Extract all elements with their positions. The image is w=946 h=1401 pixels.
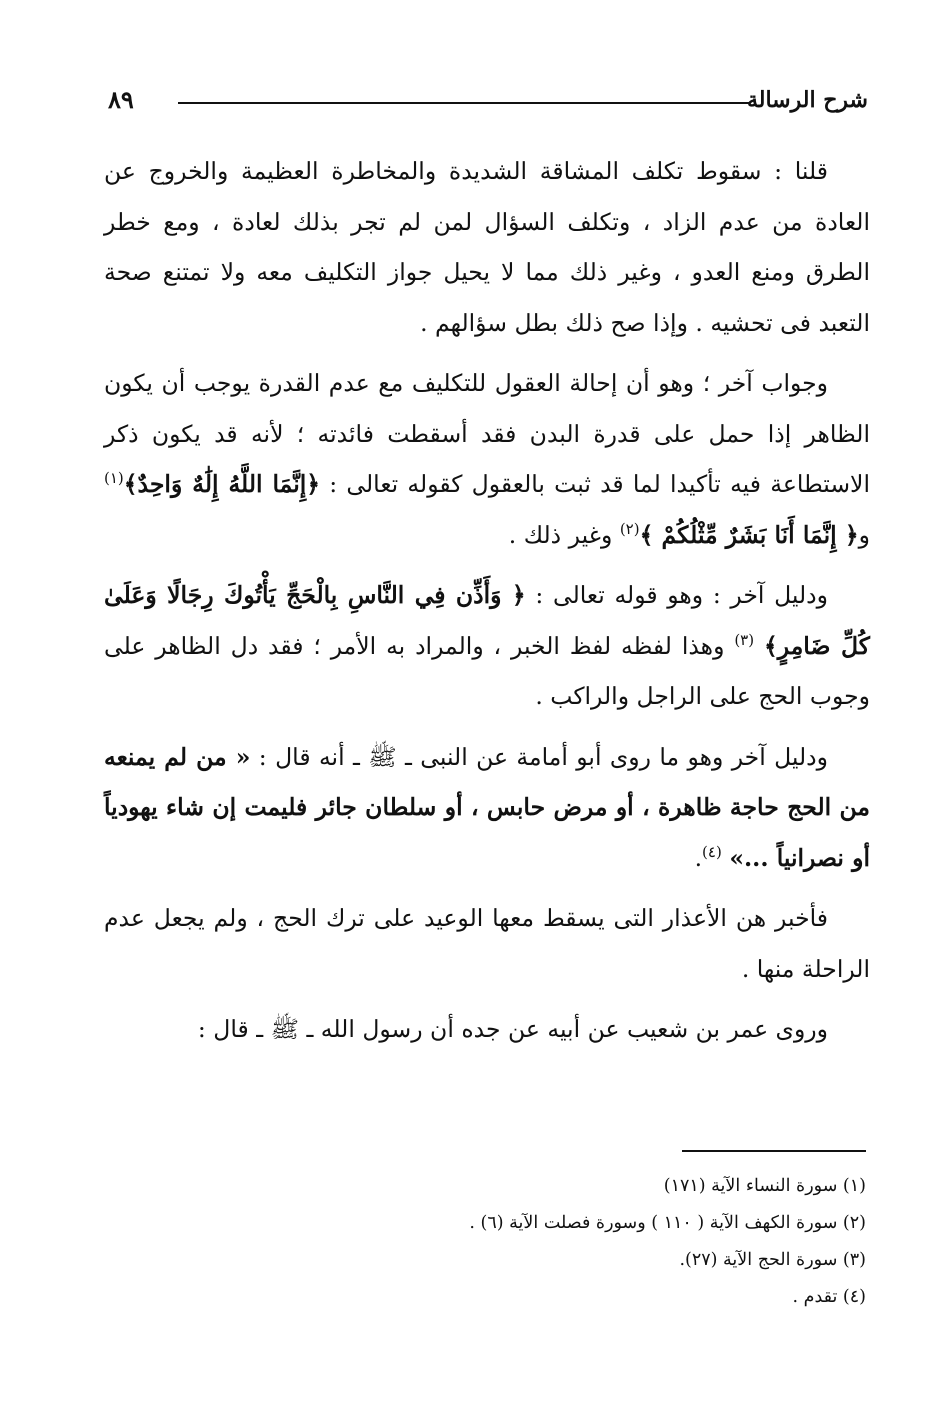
quran-verse-3: ﴿ وَأَذِّن فِي النَّاسِ بِالْحَجِّ يَأْتُوكَ رِجَالًا وَعَلَىٰ كُلِّ ضَامِرٍ﴾ [104,581,870,660]
quran-verse-2: ﴿ إِنَّمَا أَنَا بَشَرٌ مِّثْلُكُمْ ﴾ [639,520,859,549]
main-text [104,146,870,1065]
hadith-quote: « من لم يمنعه من الحج حاجة ظاهرة ، أو مرض حابس ، أو سلطان جائر فليمت إن شاء يهودياً أو نصرانياً ...» [104,742,870,872]
footnote-ref-4: (٤) [702,842,722,861]
paragraph-4-text: ودليل آخر وهو ما روى أبو أمامة عن النبى ـ ﷺ ـ أنه قال : [258,742,828,771]
paragraph-3 [104,570,870,722]
footnote-4: (٤) تقدم . [792,1287,866,1307]
paragraph-2-end: وغير ذلك . [508,520,613,549]
header-rule [178,102,750,104]
quran-verse-1: ﴿إِنَّمَا اللَّهُ إِلَٰهٌ وَاحِدٌ﴾ [123,470,321,498]
paragraph-3-end: وهذا لفظه لفظ الخبر ، والمراد به الأمر ؛ فقد دل الظاهر على وجوب الحج على الراجل والراكب . [104,631,870,710]
paragraph-5: فأخبر هن الأعذار التى يسقط معها الوعيد على ترك الحج ، ولم يجعل عدم الراحلة منها . [104,904,870,983]
footnote-3: (٣) سورة الحج الآية (٢٧). [679,1250,866,1270]
footnote-ref-2: (٢) [619,519,640,538]
paragraph-4-end: . [694,843,703,872]
paragraph-4 [104,732,870,884]
footnote-separator [682,1150,866,1152]
paragraph-3-text: ودليل آخر : وهو قوله تعالى : [535,581,828,609]
page-number: ٨٩ [108,85,134,114]
conjunction: و [858,520,870,549]
paragraph-2 [104,358,870,560]
paragraph-6: وروى عمر بن شعيب عن أبيه عن جده أن رسول الله ـ ﷺ ـ قال : [197,1015,828,1043]
footnote-2: (٢) سورة الكهف الآية ( ١١٠ ) وسورة فصلت الآية (٦) . [469,1213,866,1233]
footnote-1: (١) سورة النساء الآية (١٧١) [663,1176,866,1196]
footnote-ref-1: (١) [104,469,124,488]
running-title: شرح الرسالة [746,87,868,113]
paragraph-1: قلنا : سقوط تكلف المشاقة الشديدة والمخاطرة العظيمة والخروج عن العادة من عدم الزاد ، وتكلف السؤال لمن لم تجر بذلك لعادة ، ومع خطر الطرق ومنع العدو ، وغير ذلك مما لا يحيل جواز التكليف معه ولا تمتنع صحة التعبد فى تحشيه . وإذا صح ذلك بطل سؤالهم . [104,157,870,337]
paragraph-2-text: وجواب آخر ؛ وهو أن إحالة العقول للتكليف مع عدم القدرة يوجب أن يكون الظاهر إذا حمل على قدرة البدن فقد أسقطت فائدته ؛ لأنه قد يكون ذكر الاستطاعة فيه تأكيدا لما قد ثبت بالعقول كقوله تعالى : [104,369,870,498]
footnotes [306,1168,866,1316]
footnote-ref-3: (٣) [734,630,755,649]
running-header [108,82,868,122]
